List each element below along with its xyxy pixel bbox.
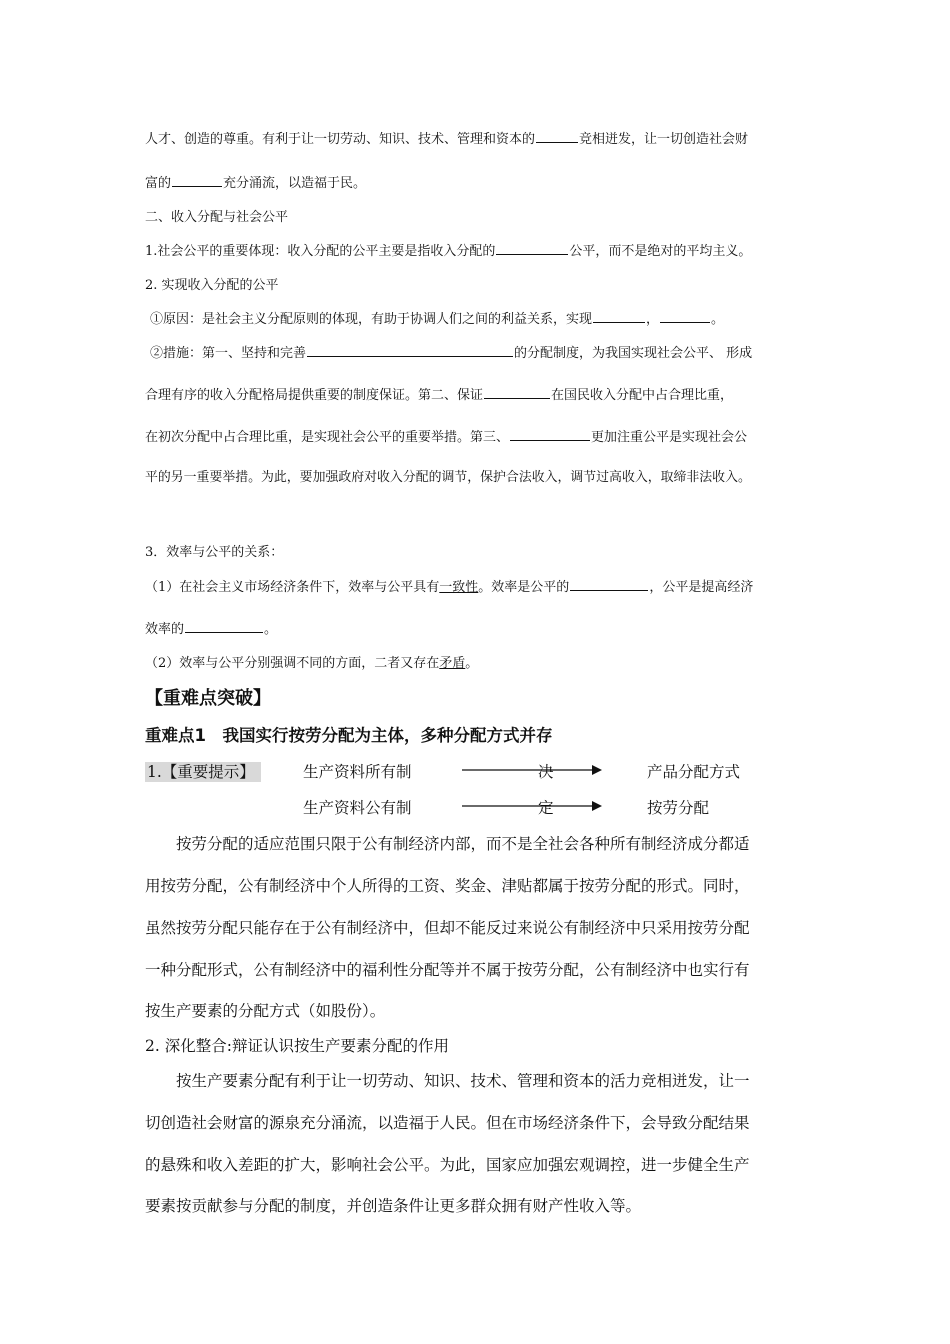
- text: ，公平是提高经济: [649, 580, 754, 595]
- fill-blank: [496, 253, 568, 255]
- tip-tag: 1.【重要提示】: [145, 762, 261, 782]
- item-title: 2. 深化整合:辩证认识按生产要素分配的作用: [145, 1037, 449, 1055]
- section-title: 二、收入分配与社会公平: [145, 210, 289, 225]
- paragraph-line: [145, 240, 751, 259]
- subsection-heading: 重难点1 我国实行按劳分配为主体，多种分配方式并存: [145, 726, 553, 745]
- paragraph-line: 按生产要素的分配方式（如股份）。: [145, 1002, 386, 1020]
- fill-blank: [510, 439, 590, 441]
- text: （1）在社会主义市场经济条件下，效率与公平具有: [145, 580, 440, 595]
- row1-right: 产品分配方式: [647, 763, 741, 781]
- paragraph-line: 虽然按劳分配只能存在于公有制经济中，但却不能反过来说公有制经济中只采用按劳分配: [145, 919, 750, 937]
- fill-blank: [307, 355, 513, 357]
- paragraph-line: [145, 576, 753, 595]
- paragraph-line: 的悬殊和收入差距的扩大，影响社会公平。为此，国家应加强宏观调控，进一步健全生产: [145, 1156, 750, 1174]
- row1-left: 生产资料所有制: [303, 763, 412, 781]
- paragraph-line: 按生产要素分配有利于让一切劳动、知识、技术、管理和资本的活力竞相迸发，让一: [145, 1072, 750, 1090]
- text: ②措施：第一、坚持和完善: [150, 346, 307, 361]
- arrow-icon: [462, 798, 602, 814]
- section-title: 3．效率与公平的关系：: [145, 545, 284, 560]
- arrow-icon: [462, 762, 602, 778]
- text: 效率的: [145, 622, 185, 637]
- paragraph-line: 一种分配形式，公有制经济中的福利性分配等并不属于按劳分配，公有制经济中也实行有: [145, 961, 750, 979]
- underlined-text: 矛盾: [439, 656, 466, 671]
- text: 充分涌流，以造福于民。: [223, 176, 367, 191]
- fill-blank: [172, 185, 222, 187]
- text: 。: [465, 656, 479, 671]
- paragraph-line: 切创造社会财富的源泉充分涌流，以造福于人民。但在市场经济条件下，会导致分配结果: [145, 1114, 750, 1132]
- paragraph-line: 平的另一重要举措。为此，要加强政府对收入分配的调节，保护合法收入，调节过高收入，取缔非法收入。: [145, 470, 751, 485]
- paragraph-line: [145, 128, 748, 147]
- text: 在国民收入分配中占合理比重，: [551, 388, 734, 403]
- section-heading: 【重难点突破】: [145, 688, 271, 709]
- text: 更加注重公平是实现社会公: [591, 430, 748, 445]
- text: 。: [711, 312, 725, 327]
- text: 1.社会公平的重要体现：收入分配的公平主要是指收入分配的: [145, 244, 496, 259]
- fill-blank: [593, 321, 645, 323]
- item-title: 2. 实现收入分配的公平: [145, 278, 279, 293]
- fill-blank: [536, 141, 578, 143]
- row2-right: 按劳分配: [647, 799, 710, 817]
- text: （2）效率与公平分别强调不同的方面，二者又存在: [145, 656, 440, 671]
- row2-left: 生产资料公有制: [303, 799, 412, 817]
- paragraph-line: [145, 652, 478, 671]
- fill-blank: [484, 397, 550, 399]
- text: 人才、创造的尊重。有利于让一切劳动、知识、技术、管理和资本的: [145, 132, 536, 147]
- text: 富的: [145, 176, 172, 191]
- text: 。: [264, 622, 278, 637]
- row1-arrow-label: 决: [538, 763, 554, 781]
- text: 的分配制度，为我国实现社会公平、 形成: [514, 346, 753, 361]
- important-tip-label: [145, 760, 261, 782]
- paragraph-line: [150, 308, 724, 327]
- paragraph-line: [145, 384, 733, 403]
- text: 竞相迸发，让一切创造社会财: [579, 132, 749, 147]
- paragraph-line: [145, 618, 277, 637]
- paragraph-line: [150, 342, 752, 361]
- fill-blank: [570, 589, 648, 591]
- text: 。效率是公平的: [478, 580, 570, 595]
- paragraph-line: 按劳分配的适应范围只限于公有制经济内部，而不是全社会各种所有制经济成分都适: [145, 835, 750, 853]
- text: 在初次分配中占合理比重，是实现社会公平的重要举措。第三、: [145, 430, 510, 445]
- underlined-text: 一致性: [439, 580, 479, 595]
- paragraph-line: 用按劳分配，公有制经济中个人所得的工资、奖金、津贴都属于按劳分配的形式。同时，: [145, 877, 750, 895]
- fill-blank: [660, 321, 710, 323]
- paragraph-line: 要素按贡献参与分配的制度，并创造条件让更多群众拥有财产性收入等。: [145, 1197, 642, 1215]
- paragraph-line: [145, 172, 366, 191]
- text: 公平，而不是绝对的平均主义。: [569, 244, 752, 259]
- text: ①原因：是社会主义分配原则的体现，有助于协调人们之间的利益关系，实现: [150, 312, 593, 327]
- text: 合理有序的收入分配格局提供重要的制度保证。第二、保证: [145, 388, 484, 403]
- text: ，: [646, 312, 660, 327]
- fill-blank: [185, 631, 263, 633]
- paragraph-line: [145, 426, 747, 445]
- row2-arrow-label: 定: [538, 799, 554, 817]
